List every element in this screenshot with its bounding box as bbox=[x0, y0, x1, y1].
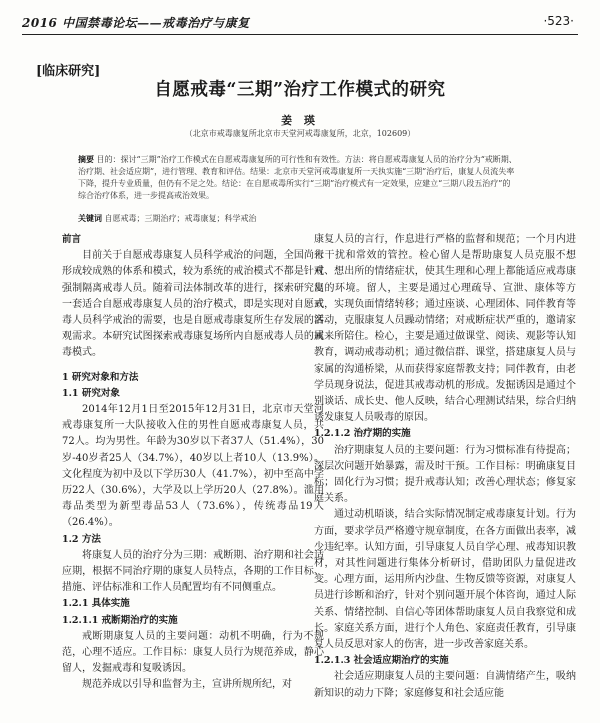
subsection-heading: 1.2.1.3 社会适应期治疗的实施 bbox=[314, 655, 449, 667]
keywords-text: 自愿戒毒；三期治疗；戒毒康复；科学戒治 bbox=[104, 214, 257, 223]
body-paragraph: 将康复人员的治疗分为三期：戒断期、治疗期和社会适应期，根据不同治疗期的康复人员特点，各期的工作目标、措施、评估标准和工作人员配置均有不同侧重点。 bbox=[62, 549, 324, 594]
body-paragraph: 治疗期康复人员的主要问题：行为习惯标准有待提高；深层次问题开始暴露，需及时干预。工作目标：明确康复目标；固化行为习惯；提升戒毒认知；改善心理状态；修复家庭关系。 bbox=[314, 444, 576, 505]
body-paragraph: 社会适应期康复人员的主要问题：自满情绪产生，吸纳新知识的动力下降；家庭修复和社会适应能 bbox=[314, 671, 576, 699]
spacer bbox=[62, 362, 324, 370]
body-paragraph: 2014年12月1日至2015年12月31日，北京市天堂河戒毒康复所一大队接收入住的男性自愿戒毒康复人员，共72人。均为男性。年龄为30岁以下者37人（51.4%），30岁-40岁者25人（34.7%），40岁以上者10人（13.9%）。文化程度为初中及以下学历30人（41.7%），初中至高中学历22人（30.6%），大学及以上学历20人（27.8%）。滥用毒品类型为新型毒品53人（73.6%），传统毒品19人（26.4%）。 bbox=[62, 404, 324, 529]
subsection-heading: 1.2.1.1 戒断期治疗的实施 bbox=[62, 614, 178, 626]
keywords-label: 关键词 bbox=[78, 213, 102, 223]
body-paragraph: 规范养成以引导和监督为主，宣讲所规所纪，对 bbox=[82, 679, 292, 691]
left-column bbox=[62, 232, 324, 722]
subsection-heading: 1.2 方法 bbox=[62, 533, 101, 545]
abstract bbox=[78, 153, 518, 202]
page-number: ·523· bbox=[543, 14, 574, 28]
subsection-heading: 1.1 研究对象 bbox=[62, 387, 120, 399]
right-column bbox=[314, 232, 576, 722]
affiliation: （北京市戒毒康复所北京市天堂河戒毒康复所，北京，102609） bbox=[184, 129, 416, 138]
section-tag: [临床研究] bbox=[36, 64, 101, 79]
abstract-label: 摘要 bbox=[78, 154, 94, 164]
section-heading: 前言 bbox=[62, 234, 82, 245]
journal-title: 2016 中国禁毒论坛——戒毒治疗与康复 bbox=[22, 16, 250, 30]
article-title: 自愿戒毒“三期”治疗工作模式的研究 bbox=[154, 80, 446, 100]
body-paragraph: 通过动机晤谈，结合实际情况制定戒毒康复计划。行为方面，要求学员严格遵守规章制度，在各方面做出表率，减少违纪率。认知方面，引导康复人员自学心理、戒毒知识教材，对其性问题进行集体分析研讨，借助团队力量促进改变。心理方面，运用所内沙盘、生物反馈等资源，对康复人员进行诊断和治疗，针对个别问题开展个体咨询，通过人际关系、情绪控制、自信心等团体帮助康复人员自我察觉和成长。家庭关系方面，进行个人角色、家庭责任教育，引导康复人员反思对家人的伤害，进一步改善家庭关系。 bbox=[314, 509, 576, 651]
section-heading: 1 研究对象和方法 bbox=[62, 371, 139, 383]
keywords bbox=[78, 212, 518, 225]
body-paragraph: 戒断期康复人员的主要问题：动机不明确，行为不规范，心理不适应。工作目标：康复人员行为规范养成，静心留人，发掘戒毒和复吸诱因。 bbox=[62, 630, 324, 675]
author: 姜 瑛 bbox=[281, 114, 319, 127]
subsection-heading: 1.2.1 具体实施 bbox=[62, 598, 130, 610]
abstract-text: 目的：探讨“三期”治疗工作模式在自愿戒毒康复所的可行性和有效性。方法：将自愿戒毒康复人员的治疗分为“戒断期、治疗期、社会适应期”，进行管理、教育和评估。结果：北京市天堂河戒毒康复所一天执实施“三期”治疗后，康复人员流失率下降，提升专业质量，但仍有不足之处。结论：在自愿戒毒所实行“三期”治疗模式有一定效果，应建立“三期八段五治疗”的综合治疗体系，进一步提高戒治效果。 bbox=[78, 155, 517, 200]
body-paragraph: 康复人员的言行，作息进行严格的监督和规范；一个月内进行干扰和常效的管控。检心留人是帮助康复人员克服不想戒、想出所的情绪症状，使其生理和心理上都能适应戒毒康复的环境。留人，主要是通过心理疏导、宣泄、康体等方式，实现负面情绪转移；通过座谈、心理团体、同伴教育等活动，克服康复人员躁动情绪；对戒断症状严重的，邀请家属来所陪住。检心，主要是通过做课堂、阅读、观影等认知教育，调动戒毒动机；通过微信群、课堂，搭建康复人员与家属的沟通桥梁，从而获得家庭帮教支持；同伴教育，由老学员现身说法，促进其戒毒动机的形成。发掘诱因是通过个别谈话、成长史、他人反映，结合心理测试结果，综合归纳诱发康复人员吸毒的原因。 bbox=[314, 234, 576, 424]
running-header bbox=[22, 14, 578, 35]
subsection-heading: 1.2.1.2 治疗期的实施 bbox=[314, 428, 411, 440]
body-paragraph: 目前关于自愿戒毒康复人员科学戒治的问题，全国尚未形成较成熟的体系和模式，较为系统的戒治模式不都是针对强制隔离戒毒人员。随着司法体制改革的进行，探索研究出一套适合自愿戒毒康复人员的治疗模式，即是实现对自愿戒毒人员科学戒治的需要，也是自愿戒毒康复所生存发展的客观需求。本研究试图探索戒毒康复场所内自愿戒毒人员的戒毒模式。 bbox=[62, 250, 324, 359]
